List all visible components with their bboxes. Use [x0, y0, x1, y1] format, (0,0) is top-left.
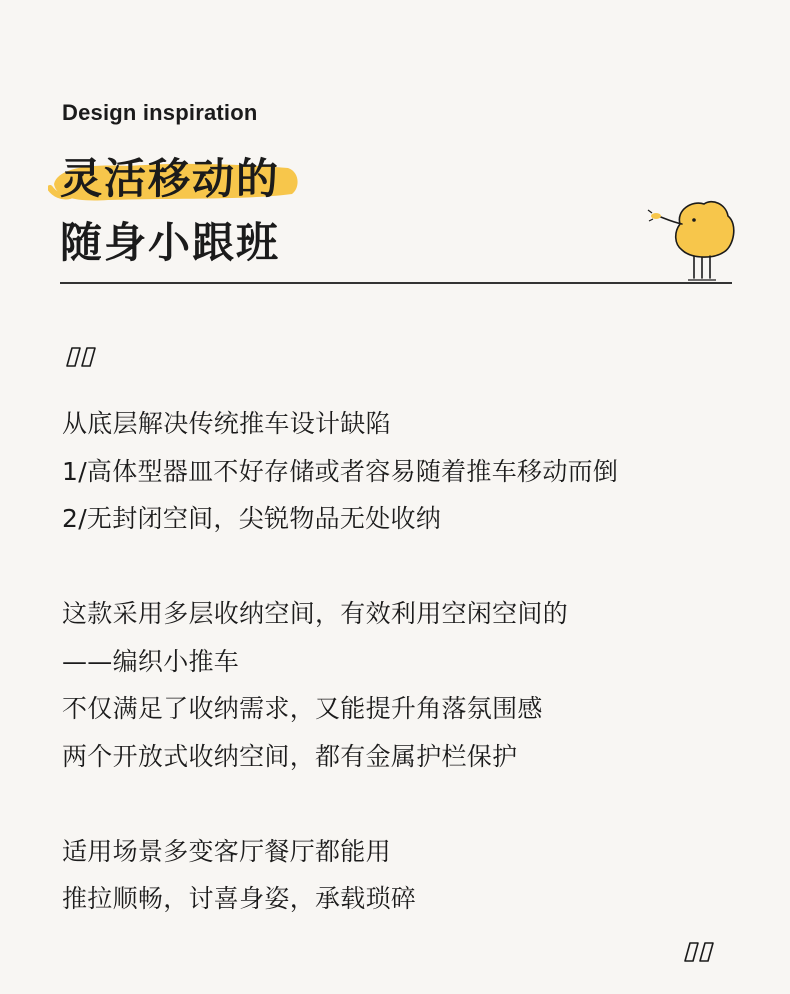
- body-line: 推拉顺畅，讨喜身姿，承载琐碎: [62, 884, 417, 913]
- body-line: 不仅满足了收纳需求，又能提升角落氛围感: [62, 694, 543, 723]
- close-quote-icon: [682, 940, 716, 962]
- body-line: 适用场景多变客厅餐厅都能用: [62, 836, 391, 866]
- yellow-blob-mascot-icon: [646, 194, 738, 282]
- body-line: 这款采用多层收纳空间，有效利用空闲空间的: [62, 599, 569, 628]
- body-line: 1/高体型器皿不好存储或者容易随着推车移动而倒: [62, 456, 619, 486]
- page-subtitle: Design inspiration: [62, 100, 258, 125]
- body-text: [62, 400, 618, 923]
- body-line: ——编织小推车: [62, 646, 240, 676]
- header-divider: [60, 282, 732, 284]
- body-line: 两个开放式收纳空间，都有金属护栏保护: [62, 741, 518, 771]
- page-title-line-1: 灵活移动的: [60, 154, 281, 203]
- page-title-line-2: 随身小跟班: [60, 218, 281, 267]
- open-quote-icon: [64, 345, 98, 367]
- body-line: 2/无封闭空间，尖锐物品无处收纳: [62, 504, 442, 533]
- body-line: 从底层解决传统推车设计缺陷: [62, 409, 391, 438]
- paragraph-gap: [62, 780, 618, 828]
- paragraph-gap: [62, 543, 618, 591]
